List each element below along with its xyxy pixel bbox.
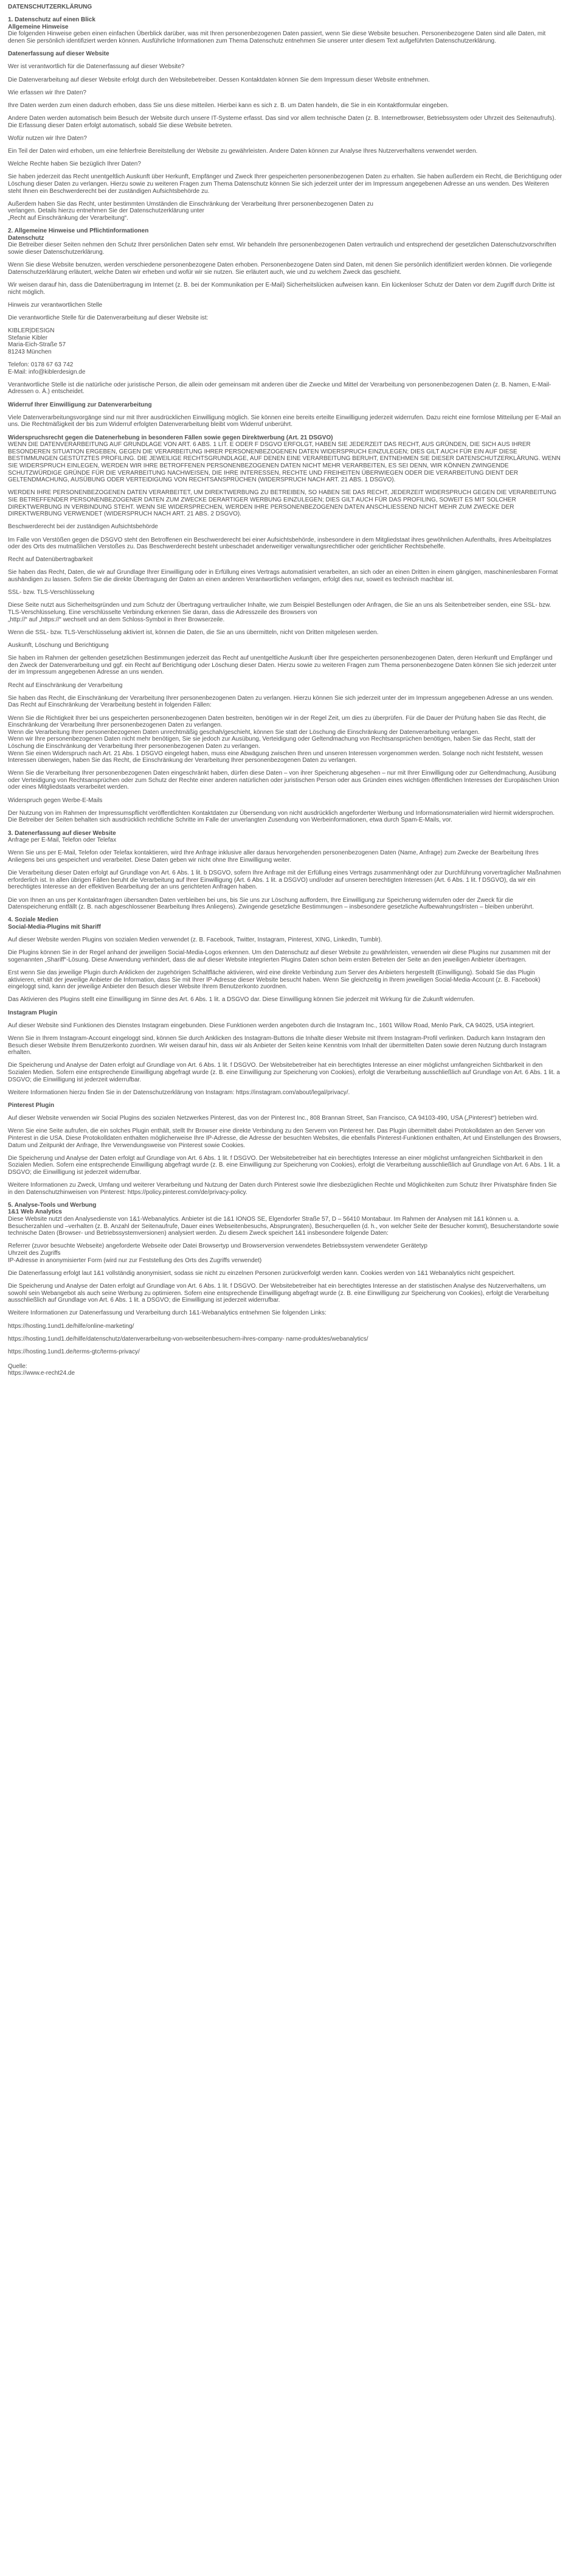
datenerfassung-heading: Datenerfassung auf dieser Website: [8, 51, 109, 58]
answer-rechte-2-line: „Recht auf Einschränkung der Verarbeitung“.: [8, 215, 128, 222]
datenschutz-p2: Wenn Sie diese Website benutzen, werden verschiedene personenbezogene Daten erhoben. Personenbezogene Daten sind Daten, mit denen Sie persönlich identifiziert werden können. Die vorliegende Datenschutzerklärung erläutert, welche Daten wir erheben und wofür wir sie nutzen. Sie erläutert auch, wie und zu welchem Zweck das geschieht.: [8, 262, 552, 276]
answer-rechte-2-line: verlangen. Details hierzu entnehmen Sie der Datenschutzerklärung unter: [8, 208, 204, 215]
verantwortliche-intro: Die verantwortliche Stelle für die Datenverarbeitung auf dieser Website ist:: [8, 314, 209, 321]
einschraenkung-case: Wenn die Verarbeitung Ihrer personenbezogenen Daten unrechtmäßig geschah/geschieht, können Sie statt der Löschung die Einschränkung der Datenverarbeitung verlangen.: [8, 728, 480, 736]
address-line: 81243 München: [8, 348, 52, 355]
einschraenkung-heading: Recht auf Einschränkung der Verarbeitung: [8, 682, 123, 689]
phone-line: Telefon: 0178 67 63 742: [8, 361, 74, 369]
ip-line: IP-Adresse in anonymisierter Form (wird nur zur Feststellung des Orts des Zugriffs verwendet): [8, 1257, 262, 1264]
privacy-policy-document: [8, 4, 562, 1383]
section-5-header: [8, 1202, 562, 1237]
shariff-p2: Die Plugins können Sie in der Regel anhand der jeweiligen Social-Media-Logos erkennen. Um den Datenschutz auf dieser Website zu gewährleisten, verwenden wir diese Plugins nur zusammen mit der sogenannten „Shariff“-Lösung. Diese Anwendung verhindert, dass die auf dieser Website integrierten Plugins Daten schon beim ersten Betreten der Seite an den jeweiligen Anbieter übertragen.: [8, 949, 551, 963]
answer-erfassen-1: Ihre Daten werden zum einen dadurch erhoben, dass Sie uns diese mitteilen. Hierbei kann es sich z. B. um Daten handeln, die Sie in ein Kontaktformular eingeben.: [8, 102, 449, 109]
page-title: DATENSCHUTZERKLÄRUNG: [8, 4, 92, 10]
werbe-email-text: Der Nutzung von im Rahmen der Impressumspflicht veröffentlichten Kontaktdaten zur Übersendung von nicht ausdrücklich angeforderter Werbung und Informationsmaterialien wird hiermit widersprochen. Die Betreiber der Seiten behalten sich ausdrücklich rechtliche Schritte im Falle der unverlangten Zusendung von Werbeinformationen, etwa durch Spam-E-Mails, vor.: [8, 809, 555, 824]
source-label: Quelle:: [8, 1363, 27, 1370]
question-verantwortlich: Wer ist verantwortlich für die Datenerfassung auf dieser Website?: [8, 63, 185, 71]
address-line: Stefanie Kibler: [8, 334, 48, 341]
verantwortliche-definition: Verantwortliche Stelle ist die natürliche oder juristische Person, die allein oder gemeinsam mit anderen über die Zwecke und Mittel der Verarbeitung von personenbezogenen Daten (z. B. Namen, E-Mail-Adressen o. Ä.) entscheidet.: [8, 381, 552, 396]
webanalytics-p3: Die Speicherung und Analyse der Daten erfolgt auf Grundlage von Art. 6 Abs. 1 lit. f DSGVO. Der Websitebetreiber hat ein berechtigtes Interesse an der statistischen Analyse des Nutzerverhaltens, um sowohl sein Webangebot als auch seine Werbung zu optimieren. Sofern eine entsprechende Einwilligung abgefragt wurde (z. B. eine Einwilligung zur Speicherung von Cookies), erfolgt die Verarbeitung ausschließlich auf Grundlage von Art. 6 Abs. 1 lit. a DSGVO; die Einwilligung ist jederzeit widerrufbar.: [8, 1283, 549, 1304]
portabilitaet-text: Sie haben das Recht, Daten, die wir auf Grundlage Ihrer Einwilligung oder in Erfüllung eines Vertrags automatisiert verarbeiten, an sich oder an einen Dritten in einem gängigen, maschinenlesbaren Format aushändigen zu lassen. Sofern Sie die direkte Übertragung der Daten an einen anderen Verantwortlichen verlangen, erfolgt dies nur, soweit es technisch machbar ist.: [8, 569, 558, 584]
einschraenkung-case: Wenn Sie einen Widerspruch nach Art. 21 Abs. 1 DSGVO eingelegt haben, muss eine Abwägung zwischen Ihren und unseren Interessen vorgenommen werden. Solange noch nicht feststeht, wessen Interessen überwiegen, haben Sie das Recht, die Einschränkung der Verarbeitung Ihrer personenbezogenen Daten zu verlangen.: [8, 750, 543, 764]
werbe-email-heading: Widerspruch gegen Werbe-E-Mails: [8, 797, 103, 804]
address-line: Maria-Eich-Straße 57: [8, 341, 66, 349]
address-line: KIBLER|DESIGN: [8, 327, 55, 335]
section-3-header: [8, 830, 562, 844]
section-4-header: [8, 916, 562, 930]
pinterest-p4: Weitere Informationen zu Zweck, Umfang und weiterer Verarbeitung und Nutzung der Daten durch Pinterest sowie Ihre diesbezüglichen Rechte und Möglichkeiten zum Schutz Ihrer Privatsphäre finden Sie in den Datenschutzhinweisen von Pinterest: https://policy.pinterest.com/de/privacy-policy.: [8, 1182, 557, 1196]
ssl-p1: [8, 602, 562, 623]
einschraenkung-closing: Wenn Sie die Verarbeitung Ihrer personenbezogenen Daten eingeschränkt haben, dürfen diese Daten – von ihrer Speicherung abgesehen – nur mit Ihrer Einwilligung oder zur Geltendmachung, Ausübung oder Verteidigung von Rechtsansprüchen oder zum Schutz der Rechte einer anderen natürlichen oder juristischen Person oder aus Gründen eines wichtigen öffentlichen Interesses der Europäischen Union oder eines Mitgliedstaats verarbeitet werden.: [8, 770, 559, 791]
widerspruch-heading: Widerspruchsrecht gegen die Datenerhebung in besonderen Fällen sowie gegen Direktwerbung (Art. 21 DSGVO): [8, 434, 333, 441]
answer-nutzen: Ein Teil der Daten wird erhoben, um eine fehlerfreie Bereitstellung der Website zu gewährleisten. Andere Daten können zur Analyse Ihres Nutzerverhaltens verwendet werden.: [8, 148, 478, 155]
auskunft-text: Sie haben im Rahmen der geltenden gesetzlichen Bestimmungen jederzeit das Recht auf unentgeltliche Auskunft über Ihre gespeicherten personenbezogenen Daten, deren Herkunft und Empfänger und den Zweck der Datenverarbeitung und ggf. ein Recht auf Berichtigung oder Löschung dieser Daten. Hierzu sowie zu weiteren Fragen zum Thema personenbezogene Daten können Sie sich jederzeit unter der im Impressum angegebenen Adresse an uns wenden.: [8, 655, 557, 676]
auskunft-heading: Auskunft, Löschung und Berichtigung: [8, 642, 109, 649]
beschwerde-heading: Beschwerderecht bei der zuständigen Aufsichtsbehörde: [8, 523, 158, 531]
shariff-p4: Das Aktivieren des Plugins stellt eine Einwilligung im Sinne des Art. 6 Abs. 1 lit. a DSGVO dar. Diese Einwilligung können Sie jederzeit mit Wirkung für die Zukunft widerrufen.: [8, 996, 475, 1004]
section-5-subheading: 1&1 Web Analytics: [8, 1209, 62, 1216]
einschraenkung-text: Sie haben das Recht, die Einschränkung der Verarbeitung Ihrer personenbezogenen Daten zu verlangen. Hierzu können Sie sich jederzeit unter der im Impressum angegebenen Adresse an uns wenden. Das Recht auf Einschränkung der Verarbeitung besteht in folgenden Fällen:: [8, 694, 554, 709]
pinterest-heading: Pinterest Plugin: [8, 1101, 55, 1109]
widerspruch-p2: WERDEN IHRE PERSONENBEZOGENEN DATEN VERARBEITET, UM DIREKTWERBUNG ZU BETREIBEN, SO HABEN SIE DAS RECHT, JEDERZEIT WIDERSPRUCH GEGEN DIE VERARBEITUNG SIE BETREFFENDER PERSONENBEZOGENER DATEN ZUM ZWECKE DERARTIGER WERBUNG EINZULEGEN; DIES GILT AUCH FÜR DAS PROFILING, SOWEIT ES MIT SOLCHER DIREKTWERBUNG IN VERBINDUNG STEHT. WENN SIE WIDERSPRECHEN, WERDEN IHRE PERSONENBEZOGENEN DATEN ANSCHLIESSEND NICHT MEHR ZUM ZWECKE DER DIREKTWERBUNG VERWENDET (WIDERSPRUCH NACH ART. 21 ABS. 2 DSGVO).: [8, 489, 556, 518]
section-2-header: [8, 228, 562, 256]
beschwerde-text: Im Falle von Verstößen gegen die DSGVO steht den Betroffenen ein Beschwerderecht bei einer Aufsichtsbehörde, insbesondere in dem Mitgliedstaat ihres gewöhnlichen Aufenthalts, ihres Arbeitsplatzes oder des Orts des mutmaßlichen Verstoßes zu. Das Beschwerderecht besteht unbeschadet anderweitiger verwaltungsrechtlicher oder gerichtlicher Rechtsbehelfe.: [8, 536, 552, 551]
webanalytics-data-list: [8, 1243, 562, 1264]
ssl-heading: SSL- bzw. TLS-Verschlüsselung: [8, 589, 95, 596]
section-3-heading: 3. Datenerfassung auf dieser Website: [8, 829, 116, 837]
source-block: [8, 1363, 562, 1377]
address-block: [8, 327, 562, 355]
section-3-subheading: Anfrage per E-Mail, Telefon oder Telefax: [8, 837, 117, 844]
question-rechte: Welche Rechte haben Sie bezüglich Ihrer Daten?: [8, 161, 141, 168]
ssl-p1-line: „http://“ auf „https://“ wechselt und an dem Schloss-Symbol in Ihrer Browserzeile.: [8, 616, 225, 623]
shariff-p3: Erst wenn Sie das jeweilige Plugin durch Anklicken der zugehörigen Schaltfläche aktivieren, wird eine direkte Verbindung zum Server des Anbieters hergestellt (Einwilligung). Sobald Sie das Plugin aktivieren, erhält der jeweilige Anbieter die Information, dass Sie mit Ihrer IP-Adresse dieser Website besucht haben. Wenn Sie gleichzeitig in Ihrem jeweiligen Social-Media-Account (z. B. Facebook) eingeloggt sind, kann der jeweilige Anbieter den Besuch dieser Website Ihrem Benutzerkonto zuordnen.: [8, 969, 541, 991]
answer-rechte-1: Sie haben jederzeit das Recht unentgeltlich Auskunft über Herkunft, Empfänger und Zweck Ihrer gespeicherten personenbezogenen Daten zu erhalten. Sie haben außerdem ein Recht, die Berichtigung oder Löschung dieser Daten zu verlangen. Hierzu sowie zu weiteren Fragen zum Thema Datenschutz können Sie sich jederzeit unter der im Impressum angegebenen Adresse an uns wenden. Des Weiteren steht Ihnen ein Beschwerderecht bei der zuständigen Aufsichtsbehörde zu.: [8, 173, 562, 195]
section-1-heading: 1. Datenschutz auf einen Blick: [8, 16, 95, 24]
instagram-p1: Auf dieser Website sind Funktionen des Dienstes Instagram eingebunden. Diese Funktionen werden angeboten durch die Instagram Inc., 1601 Willow Road, Menlo Park, CA 94025, USA integriert.: [8, 1022, 535, 1029]
instagram-p4: Weitere Informationen hierzu finden Sie in der Datenschutzerklärung von Instagram: https://instagram.com/about/legal/privacy/.: [8, 1089, 350, 1096]
section-4-heading: 4. Soziale Medien: [8, 916, 58, 924]
contact-block: [8, 361, 562, 375]
source-url: https://www.e-recht24.de: [8, 1370, 75, 1377]
link-datenschutz: https://hosting.1und1.de/hilfe/datenschutz/datenverarbeitung-von-webseitenbesuchern-ihres-company- name-produktes/webanalytics/: [8, 1335, 368, 1342]
uhrzeit-line: Uhrzeit des Zugriffs: [8, 1250, 61, 1257]
answer-erfassen-2: Andere Daten werden automatisch beim Besuch der Website durch unsere IT-Systeme erfasst. Das sind vor allem technische Daten (z. B. Internetbrowser, Betriebssystem oder Uhrzeit des Seitenaufrufs). Die Erfassung dieser Daten erfolgt automatisch, sobald Sie diese Website betreten.: [8, 115, 556, 129]
anfrage-p1: Wenn Sie uns per E-Mail, Telefon oder Telefax kontaktieren, wird Ihre Anfrage inklusive aller daraus hervorgehenden personenbezogenen Daten (Name, Anfrage) zum Zwecke der Bearbeitung Ihres Anliegens bei uns gespeichert und verarbeitet. Diese Daten geben wir nicht ohne Ihre Einwilligung weiter.: [8, 850, 539, 864]
einschraenkung-case: Wenn Sie die Richtigkeit Ihrer bei uns gespeicherten personenbezogenen Daten bestreiten, benötigen wir in der Regel Zeit, um dies zu überprüfen. Für die Dauer der Prüfung haben Sie das Recht, die Einschränkung der Verarbeitung Ihrer personenbezogenen Daten zu verlangen.: [8, 714, 546, 729]
widerspruch-p1: WENN DIE DATENVERARBEITUNG AUF GRUNDLAGE VON ART. 6 ABS. 1 LIT. E ODER F DSGVO ERFOLGT, HABEN SIE JEDERZEIT DAS RECHT, AUS GRÜNDEN, DIE SICH AUS IHRER BESONDEREN SITUATION ERGEBEN, GEGEN DIE VERARBEITUNG IHRER PERSONENBEZOGENEN DATEN WIDERSPRUCH EINZULEGEN; DIES GILT AUCH FÜR EIN AUF DIESE BESTIMMUNGEN GESTÜTZTES PROFILING. DIE JEWEILIGE RECHTSGRUNDLAGE, AUF DENEN EINE VERARBEITUNG BERUHT, ENTNEHMEN SIE DIESER DATENSCHUTZERKLÄRUNG. WENN SIE WIDERSPRUCH EINLEGEN, WERDEN WIR IHRE BETROFFENEN PERSONENBEZOGENEN DATEN NICHT MEHR VERARBEITEN, ES SEI DENN, WIR KÖNNEN ZWINGENDE SCHUTZWÜRDIGE GRÜNDE FÜR DIE VERARBEITUNG NACHWEISEN, DIE IHRE INTERESSEN, RECHTE UND FREIHEITEN ÜBERWIEGEN ODER DIE VERARBEITUNG DIENT DER GELTENDMACHUNG, AUSÜBUNG ODER VERTEIDIGUNG VON RECHTSANSPRÜCHEN (WIDERSPRUCH NACH ART. 21 ABS. 1 DSGVO).: [8, 441, 561, 484]
section-1-subheading: Allgemeine Hinweise: [8, 23, 69, 30]
section-4-subheading: Social-Media-Plugins mit Shariff: [8, 923, 101, 930]
datenschutz-p1: Die Betreiber dieser Seiten nehmen den Schutz Ihrer persönlichen Daten sehr ernst. Wir behandeln Ihre personenbezogenen Daten vertraulich und entsprechend der gesetzlichen Datenschutzvorschriften sowie dieser Datenschutzerklärung.: [8, 242, 556, 256]
widerspruch-block: [8, 435, 562, 484]
pinterest-p3: Die Speicherung und Analyse der Daten erfolgt auf Grundlage von Art. 6 Abs. 1 lit. f DSGVO. Der Websitebetreiber hat ein berechtigtes Interesse an einer möglichst umfangreichen Sichtbarkeit in den Sozialen Medien. Sofern eine entsprechende Einwilligung abgefragt wurde (z. B. eine Einwilligung zur Speicherung von Cookies), erfolgt die Verarbeitung ausschließlich auf Grundlage von Art. 6 Abs. 1 lit. a DSGVO; die Einwilligung ist jederzeit widerrufbar.: [8, 1154, 560, 1176]
section-5-heading: 5. Analyse-Tools und Werbung: [8, 1201, 97, 1209]
webanalytics-p2: Die Datenerfassung erfolgt laut 1&1 vollständig anonymisiert, sodass sie nicht zu einzelnen Personen zurückverfolgt werden kann. Cookies werden von 1&1 Webanalytics nicht gespeichert.: [8, 1269, 516, 1277]
question-erfassen: Wie erfassen wir Ihre Daten?: [8, 89, 86, 96]
anfrage-p3: Die von Ihnen an uns per Kontaktanfragen übersandten Daten verbleiben bei uns, bis Sie uns zur Löschung auffordern, Ihre Einwilligung zur Speicherung widerrufen oder der Zweck für die Datenspeicherung entfällt (z. B. nach abgeschlossener Bearbeitung Ihres Anliegens). Zwingende gesetzliche Bestimmungen – insbesondere gesetzliche Aufbewahrungsfristen – bleiben unberührt.: [8, 896, 534, 911]
referrer-line: Referrer (zuvor besuchte Webseite) angeforderte Webseite oder Datei Browsertyp und Browserversion verwendetes Betriebssystem verwendeter Gerätetyp: [8, 1243, 427, 1250]
einschraenkung-case: Wenn wir Ihre personenbezogenen Daten nicht mehr benötigen, Sie sie jedoch zur Ausübung, Verteidigung oder Geltendmachung von Rechtsansprüchen benötigen, haben Sie das Recht, statt der Löschung die Einschränkung der Verarbeitung Ihrer personenbezogenen Daten zu verlangen.: [8, 736, 536, 750]
shariff-p1: Auf dieser Website werden Plugins von sozialen Medien verwendet (z. B. Facebook, Twitter, Instagram, Pinterest, XING, LinkedIn, Tumblr).: [8, 937, 382, 944]
answer-rechte-2: [8, 201, 562, 222]
webanalytics-p4: Weitere Informationen zur Datenerfassung und Verarbeitung durch 1&1-Webanalytics entnehmen Sie folgenden Links:: [8, 1310, 327, 1317]
question-nutzen: Wofür nutzen wir Ihre Daten?: [8, 134, 87, 142]
ssl-p1-line: Diese Seite nutzt aus Sicherheitsgründen und zum Schutz der Übertragung vertraulicher Inhalte, wie zum Beispiel Bestellungen oder Anfragen, die Sie an uns als Seitenbetreiber senden, eine SSL- bzw. TLS-Verschlüsselung. Eine verschlüsselte Verbindung erkennen Sie daran, dass die Adresszeile des Browsers von: [8, 602, 552, 616]
widerruf-heading: Widerruf Ihrer Einwilligung zur Datenverarbeitung: [8, 401, 152, 408]
widerruf-text: Viele Datenverarbeitungsvorgänge sind nur mit Ihrer ausdrücklichen Einwilligung möglich. Sie können eine bereits erteilte Einwilligung jederzeit widerrufen. Dazu reicht eine formlose Mitteilung per E-Mail an uns. Die Rechtmäßigkeit der bis zum Widerruf erfolgten Datenverarbeitung bleibt vom Widerruf unberührt.: [8, 414, 561, 428]
instagram-p2: Wenn Sie in Ihrem Instagram-Account eingeloggt sind, können Sie durch Anklicken des Instagram-Buttons die Inhalte dieser Website mit Ihrem Instagram-Profil verlinken. Dadurch kann Instagram den Besuch dieser Website Ihrem Benutzerkonto zuordnen. Wir weisen darauf hin, dass wir als Anbieter der Seiten keine Kenntnis vom Inhalt der übermittelten Daten sowie deren Nutzung durch Instagram erhalten.: [8, 1035, 547, 1056]
instagram-p3: Die Speicherung und Analyse der Daten erfolgt auf Grundlage von Art. 6 Abs. 1 lit. f DSGVO. Der Websitebetreiber hat ein berechtigtes Interesse an einer möglichst umfangreichen Sichtbarkeit in den Sozialen Medien. Sofern eine entsprechende Einwilligung abgefragt wurde (z. B. eine Einwilligung zur Speicherung von Cookies), erfolgt die Verarbeitung ausschließlich auf Grundlage von Art. 6 Abs. 1 lit. a DSGVO; die Einwilligung ist jederzeit widerrufbar.: [8, 1062, 560, 1083]
pinterest-p1: Auf dieser Website verwenden wir Social Plugins des sozialen Netzwerkes Pinterest, das von der Pinterest Inc., 808 Brannan Street, San Francisco, CA 94103-490, USA („Pinterest“) betrieben wird.: [8, 1115, 538, 1122]
section-1-intro: Die folgenden Hinweise geben einen einfachen Überblick darüber, was mit Ihren personenbezogenen Daten passiert, wenn Sie diese Website besuchen. Personenbezogene Daten sind alle Daten, mit denen Sie persönlich identifiziert werden können. Ausführliche Informationen zum Thema Datenschutz entnehmen Sie unserer unter diesem Text aufgeführten Datenschutzerklärung.: [8, 30, 546, 44]
anfrage-p2: Die Verarbeitung dieser Daten erfolgt auf Grundlage von Art. 6 Abs. 1 lit. b DSGVO, sofern Ihre Anfrage mit der Erfüllung eines Vertrags zusammenhängt oder zur Durchführung vorvertraglicher Maßnahmen erforderlich ist. In allen übrigen Fällen beruht die Verarbeitung auf Ihrer Einwilligung (Art. 6 Abs. 1 lit. a DSGVO) und/oder auf unseren berechtigten Interessen (Art. 6 Abs. 1 lit. f DSGVO), da wir ein berechtigtes Interesse an der effektiven Bearbeitung der an uns gerichteten Anfragen haben.: [8, 870, 561, 891]
email-line: E-Mail: info@kiblerdesign.de: [8, 368, 86, 375]
section-1-header: [8, 16, 562, 44]
section-2-heading: 2. Allgemeine Hinweise und Pflichtinformationen: [8, 228, 149, 235]
answer-verantwortlich: Die Datenverarbeitung auf dieser Website erfolgt durch den Websitebetreiber. Dessen Kontaktdaten können Sie dem Impressum dieser Website entnehmen.: [8, 76, 430, 83]
portabilitaet-heading: Recht auf Datenübertragbarkeit: [8, 556, 93, 564]
link-terms-privacy: https://hosting.1und1.de/terms-gtc/terms-privacy/: [8, 1348, 140, 1355]
pinterest-p2: Wenn Sie eine Seite aufrufen, die ein solches Plugin enthält, stellt Ihr Browser eine direkte Verbindung zu den Servern von Pinterest her. Das Plugin übermittelt dabei Protokolldaten an den Server von Pinterest in die USA. Diese Protokolldaten enthalten möglicherweise Ihre IP-Adresse, die Adresse der besuchten Websites, die ebenfalls Pinterest-Funktionen enthalten, Art und Einstellungen des Browsers, Datum und Zeitpunkt der Anfrage, Ihre Verwendungsweise von Pinterest sowie Cookies.: [8, 1128, 561, 1149]
section-2-subheading: Datenschutz: [8, 234, 44, 242]
verantwortliche-heading: Hinweis zur verantwortlichen Stelle: [8, 301, 103, 309]
instagram-heading: Instagram Plugin: [8, 1009, 58, 1016]
link-online-marketing: https://hosting.1und1.de/hilfe/online-marketing/: [8, 1322, 134, 1330]
ssl-p2: Wenn die SSL- bzw. TLS-Verschlüsselung aktiviert ist, können die Daten, die Sie an uns übermitteln, nicht von Dritten mitgelesen werden.: [8, 629, 379, 636]
einschraenkung-cases: [8, 715, 562, 764]
webanalytics-p1: Diese Website nutzt den Analysedienste von 1&1-Webanalytics. Anbieter ist die 1&1 IONOS SE, Elgendorfer Straße 57, D – 56410 Montabaur. Im Rahmen der Analysen mit 1&1 können u. a. Besucherzahlen und –verhalten (z. B. Anzahl der Seitenaufrufe, Dauer eines Webseitenbesuchs, Absprungraten), Besucherquellen (d. h., von welcher Seite der Besucher kommt), Besucherstandorte sowie technische Daten (Browser- und Betriebssystemversionen) analysiert werden. Zu diesem Zweck speichert 1&1 insbesondere folgende Daten:: [8, 1216, 559, 1237]
answer-rechte-2-line: Außerdem haben Sie das Recht, unter bestimmten Umständen die Einschränkung der Verarbeitung Ihrer personenbezogenen Daten zu: [8, 200, 373, 208]
datenschutz-p3: Wir weisen darauf hin, dass die Datenübertragung im Internet (z. B. bei der Kommunikation per E-Mail) Sicherheitslücken aufweisen kann. Ein lückenloser Schutz der Daten vor dem Zugriff durch Dritte ist nicht möglich.: [8, 281, 555, 296]
